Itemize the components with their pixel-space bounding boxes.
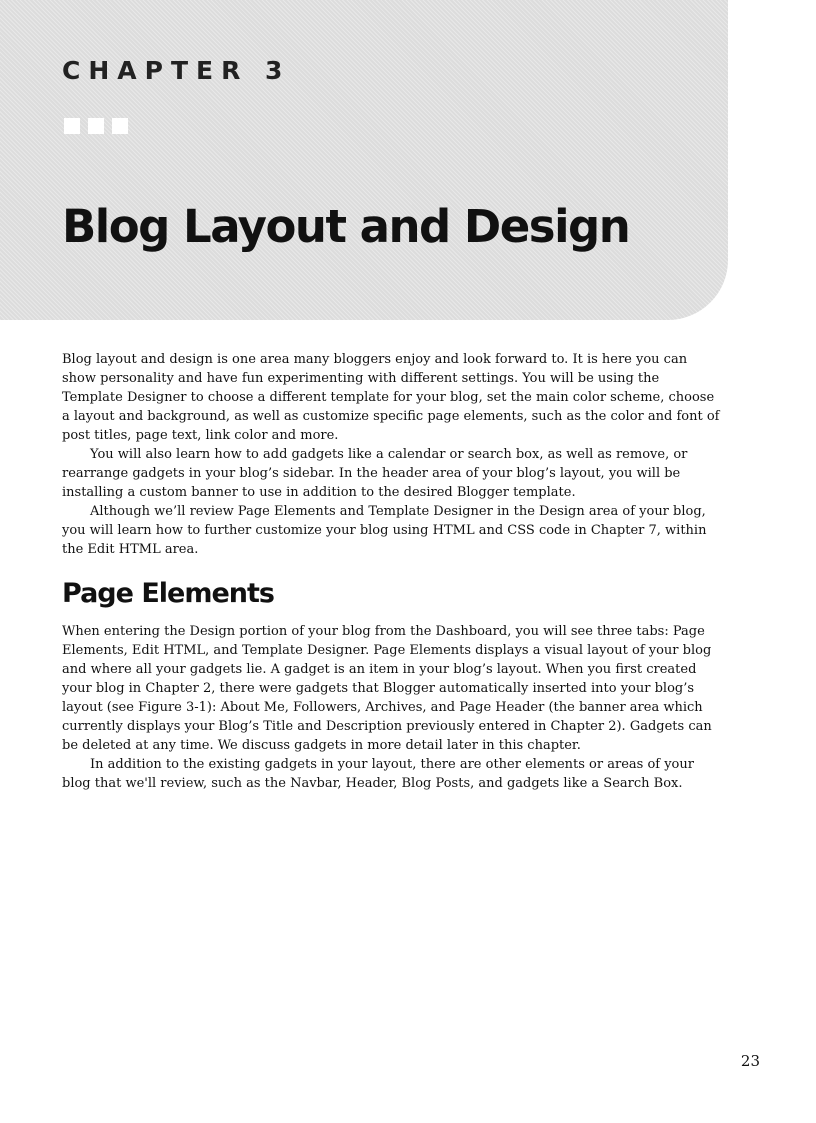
section-paragraph: When entering the Design portion of your blog from the Dashboard, you will see three tabs: Page Elements, Edit HTML, and Template Designer. Page Elements displays a visual layout of your blog and where all your gadgets lie. A gadget is an item in your blog’s layout. When you first created your blog in Chapter 2, there were gadgets that Blogger automatically inserted into your blog’s layout (see Figure 3-1): About Me, Followers, Archives, and Page Header (the banner area which currently displays your Blog’s Title and Description previously entered in Chapter 2). Gadgets can be deleted at any time. We discuss gadgets in more detail later in this chapter.: [62, 624, 712, 753]
section-paragraph: In addition to the existing gadgets in your layout, there are other elements or areas of your blog that we'll review, such as the Navbar, Header, Blog Posts, and gadgets like a Search Box.: [62, 757, 694, 791]
chapter-decoration: [64, 118, 128, 134]
decorative-square: [64, 118, 80, 134]
section-heading: Page Elements: [62, 578, 274, 609]
chapter-label: CHAPTER 3: [62, 56, 291, 85]
decorative-square: [88, 118, 104, 134]
decorative-square: [112, 118, 128, 134]
page-number: 23: [740, 1052, 760, 1070]
intro-paragraph: Blog layout and design is one area many bloggers enjoy and look forward to. It is here you can show personality and have fun experimenting with different settings. You will be using the Template Designer to choose a different template for your blog, set the main color scheme, choose a layout and background, as well as customize specific page elements, such as the color and font of post titles, page text, link color and more.: [62, 352, 720, 443]
section-body: [62, 622, 724, 793]
chapter-banner: [0, 0, 728, 320]
intro-paragraph: You will also learn how to add gadgets like a calendar or search box, as well as remove, or rearrange gadgets in your blog’s sidebar. In the header area of your blog’s layout, you will be installing a custom banner to use in addition to the desired Blogger template.: [62, 447, 688, 500]
intro-text: [62, 350, 724, 559]
chapter-title: Blog Layout and Design: [62, 200, 630, 253]
intro-paragraph: Although we’ll review Page Elements and Template Designer in the Design area of your blog, you will learn how to further customize your blog using HTML and CSS code in Chapter 7, within the Edit HTML area.: [62, 504, 707, 557]
